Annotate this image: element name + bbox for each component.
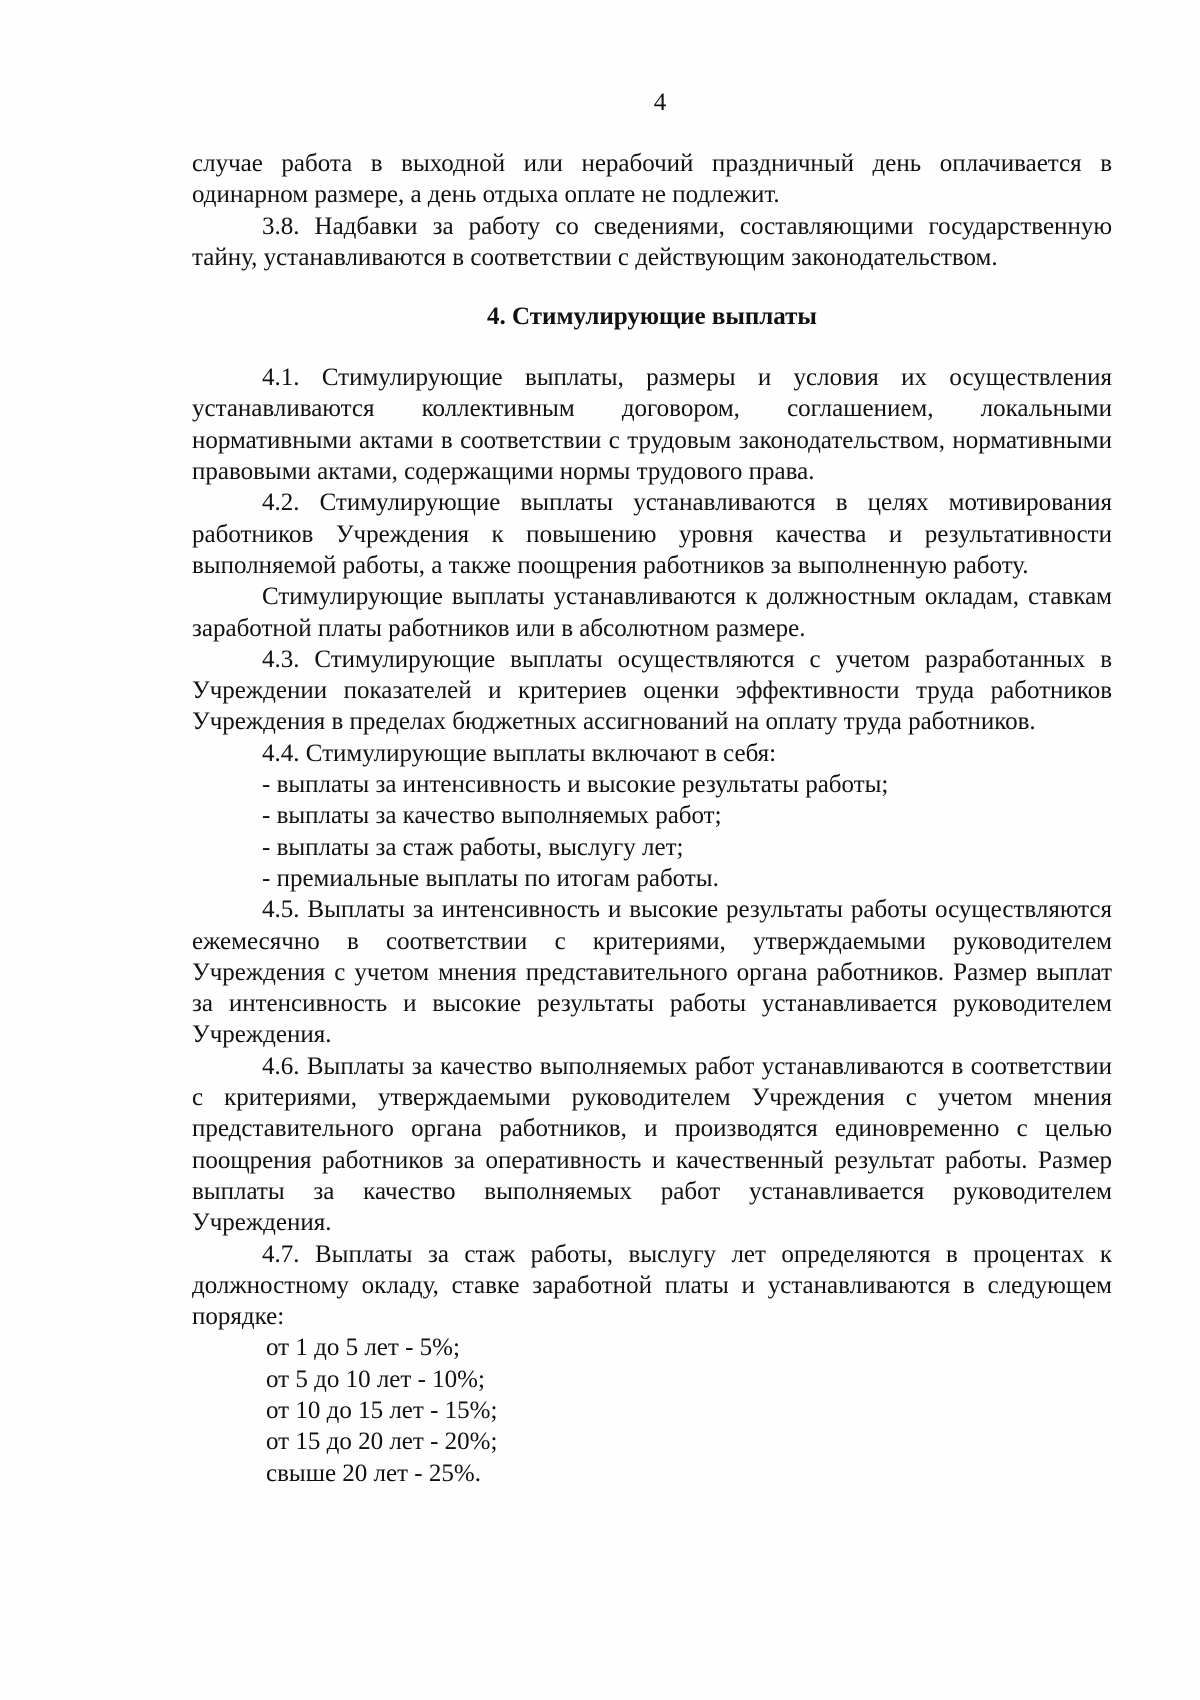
document-body bbox=[192, 148, 1112, 1489]
seniority-scale-item: от 5 до 10 лет - 10%; bbox=[266, 1365, 485, 1393]
list-item: - выплаты за качество выполняемых работ; bbox=[262, 802, 722, 830]
page-number: 4 bbox=[653, 89, 667, 116]
section-heading: 4. Стимулирующие выплаты bbox=[487, 303, 817, 331]
paragraph-4-2-cont: Стимулирующие выплаты устанавливаются к должностным окладам, ставкам заработной платы работников или в абсолютном размере. bbox=[192, 583, 1112, 642]
list-item: - выплаты за стаж работы, выслугу лет; bbox=[262, 833, 684, 861]
paragraph-4-5: 4.5. Выплаты за интенсивность и высокие результаты работы осуществляются ежемесячно в соответствии с критериями, утверждаемыми руководителем Учреждения с учетом мнения представительного органа работников. Размер выплат за интенсивность и высокие результаты работы устанавливается руководителем Учреждения. bbox=[192, 896, 1112, 1049]
list-item: - премиальные выплаты по итогам работы. bbox=[262, 864, 719, 892]
seniority-scale-item: свыше 20 лет - 25%. bbox=[266, 1459, 481, 1487]
paragraph-4-3: 4.3. Стимулирующие выплаты осуществляются с учетом разработанных в Учреждении показателей и критериев оценки эффективности труда работников Учреждения в пределах бюджетных ассигнований на оплату труда работников. bbox=[192, 645, 1112, 736]
list-item: - выплаты за интенсивность и высокие результаты работы; bbox=[262, 771, 889, 799]
paragraph-3-8: 3.8. Надбавки за работу со сведениями, составляющими государственную тайну, устанавливаются в соответствии с действующим законодательством. bbox=[192, 212, 1112, 271]
paragraph-4-2: 4.2. Стимулирующие выплаты устанавливаются в целях мотивирования работников Учреждения к повышению уровня качества и результативности выполняемой работы, а также поощрения работников за выполненную работу. bbox=[192, 489, 1112, 579]
paragraph-4-6: 4.6. Выплаты за качество выполняемых работ устанавливаются в соответствии с критериями, утверждаемыми руководителем Учреждения с учетом мнения представительного органа работников, и производятся единовременно с целью поощрения работников за оперативность и качественный результат работы. Размер выплаты за качество выполняемых работ устанавливается руководителем Учреждения. bbox=[192, 1052, 1112, 1237]
paragraph-4-7: 4.7. Выплаты за стаж работы, выслугу лет определяются в процентах к должностному окладу, ставке заработной платы и устанавливаются в следующем порядке: bbox=[192, 1240, 1112, 1331]
seniority-scale-item: от 10 до 15 лет - 15%; bbox=[266, 1396, 498, 1424]
seniority-scale-item: от 1 до 5 лет - 5%; bbox=[266, 1334, 460, 1362]
paragraph-continuation: случае работа в выходной или нерабочий праздничный день оплачивается в одинарном размере, а день отдыха оплате не подлежит. bbox=[192, 150, 1112, 209]
seniority-scale-item: от 15 до 20 лет - 20%; bbox=[266, 1428, 498, 1456]
paragraph-4-1: 4.1. Стимулирующие выплаты, размеры и условия их осуществления устанавливаются коллективным договором, соглашением, локальными нормативными актами в соответствии с трудовым законодательством, нормативными правовыми актами, содержащими нормы трудового права. bbox=[192, 364, 1112, 486]
paragraph-4-4: 4.4. Стимулирующие выплаты включают в себя: bbox=[262, 739, 777, 767]
